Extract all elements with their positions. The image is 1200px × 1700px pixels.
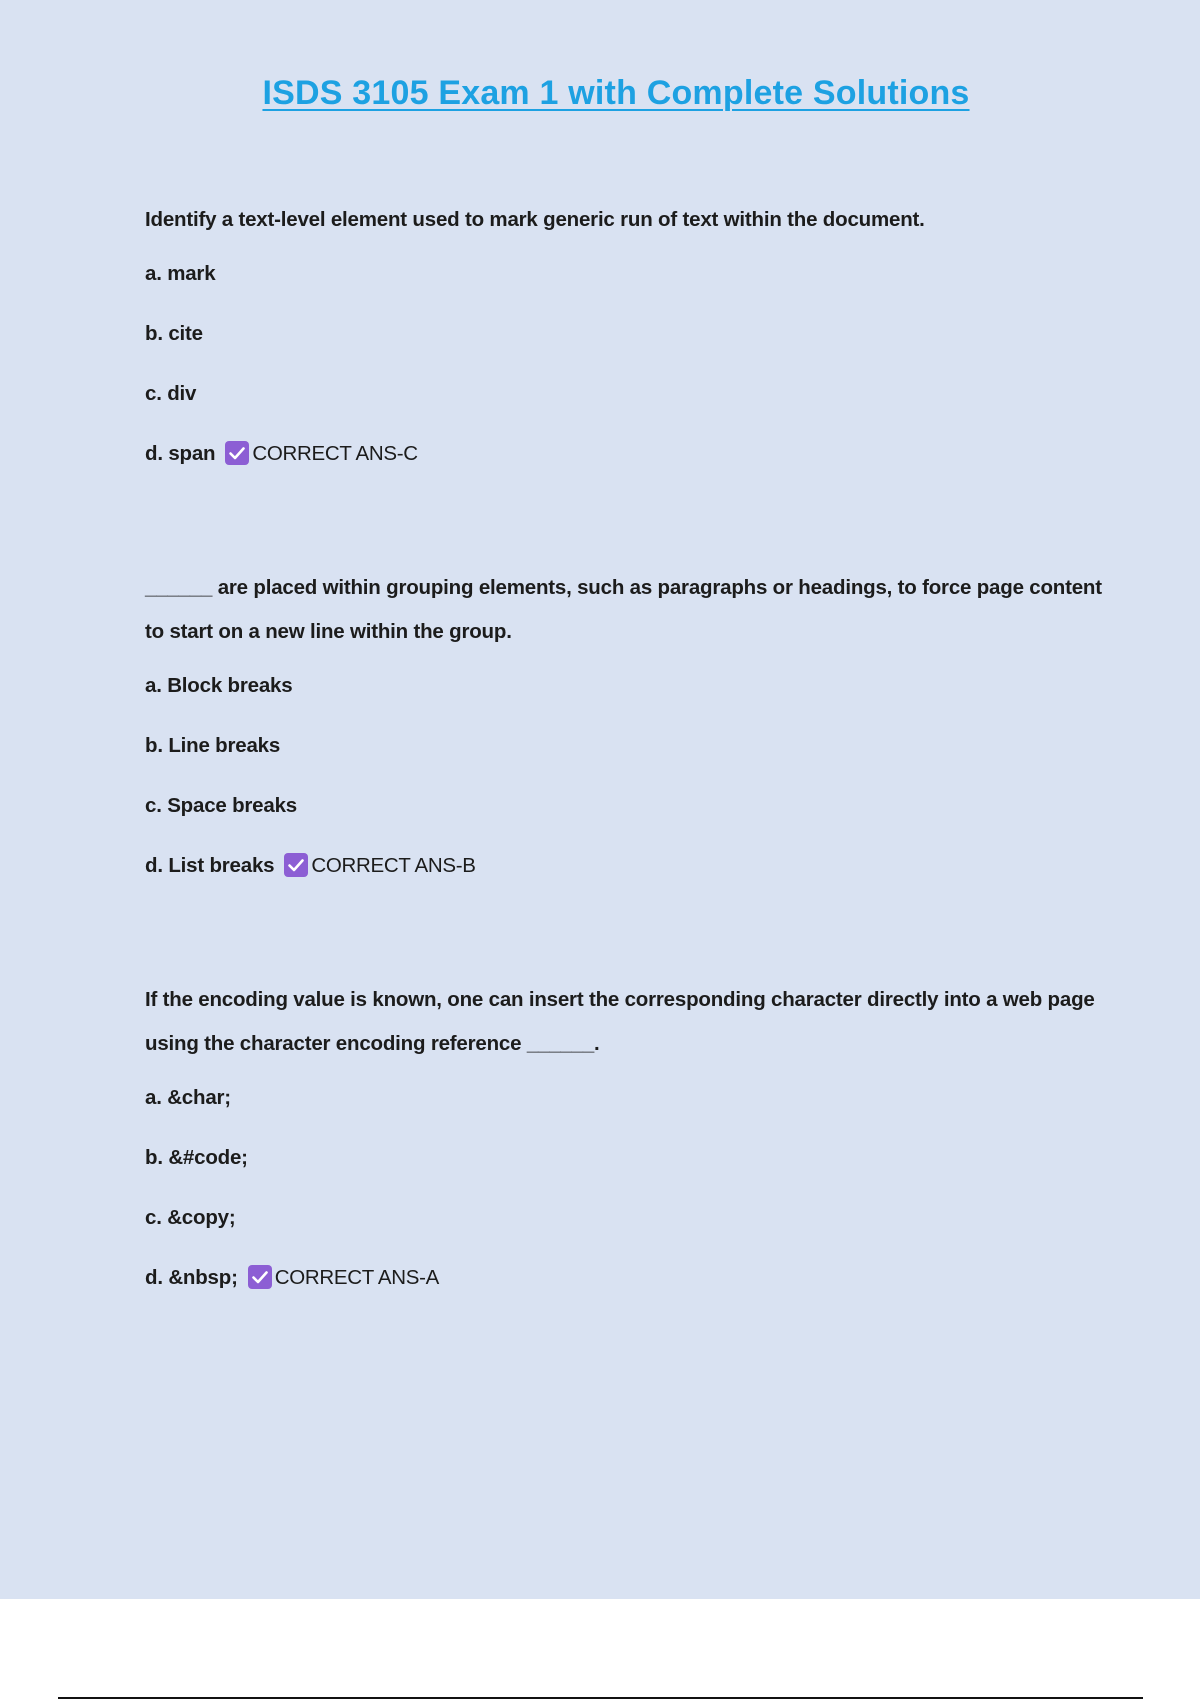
option-d: d. span [145, 442, 216, 465]
option-b: b. &#code; [145, 1146, 248, 1169]
option-c: c. &copy; [145, 1206, 236, 1229]
question-text: ______ are placed within grouping elements, such as paragraphs or headings, to force page content to start on a new line within the group. [145, 576, 1102, 643]
checkbox-checked-icon [284, 853, 308, 877]
option-c: c. div [145, 382, 197, 405]
option-a: a. Block breaks [145, 674, 293, 697]
correct-answer: CORRECT ANS-C [252, 442, 418, 465]
question-text: If the encoding value is known, one can insert the corresponding character directly into a web page using the character encoding reference ______. [145, 988, 1095, 1055]
correct-answer: CORRECT ANS-B [311, 854, 476, 877]
option-d-with-answer [145, 439, 1105, 469]
question-3 [145, 978, 1105, 1293]
option-d-with-answer [145, 851, 1105, 881]
checkbox-checked-icon [248, 1265, 272, 1289]
option-d: d. List breaks [145, 854, 275, 877]
option-d: d. &nbsp; [145, 1266, 238, 1289]
document-title: ISDS 3105 Exam 1 with Complete Solutions [262, 74, 970, 112]
option-d-with-answer [145, 1263, 1105, 1293]
question-2 [145, 566, 1105, 881]
checkbox-checked-icon [225, 441, 249, 465]
footer-divider [58, 1697, 1143, 1699]
question-text: Identify a text-level element used to mark generic run of text within the document. [145, 208, 925, 231]
option-b: b. cite [145, 322, 203, 345]
correct-answer: CORRECT ANS-A [274, 1266, 440, 1289]
option-a: a. mark [145, 262, 216, 285]
option-b: b. Line breaks [145, 734, 281, 757]
option-c: c. Space breaks [145, 794, 297, 817]
question-1 [145, 198, 1105, 469]
option-a: a. &char; [145, 1086, 231, 1109]
